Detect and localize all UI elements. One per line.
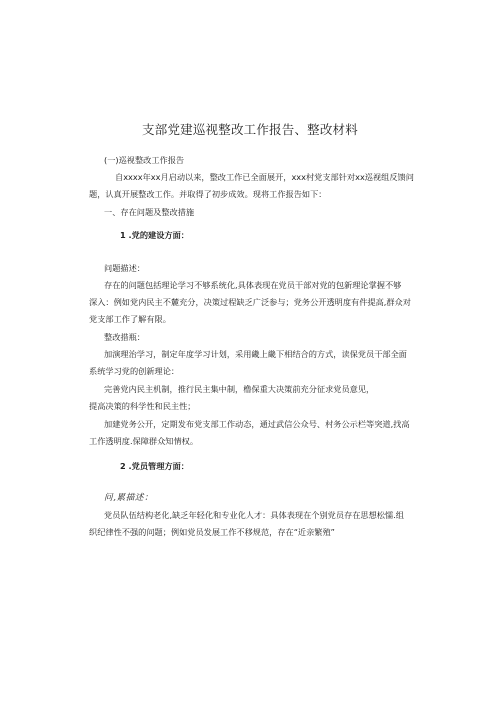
paragraph-line: 织纪律性不强的问题；例如党员发展工作不移规范，存在“近亲繁殖” bbox=[89, 527, 335, 537]
paragraph-line: 存在的问题包括理论学习不够系统化,具体表现在党员干部对党的包新理论掌握不够 bbox=[104, 280, 402, 290]
paragraph-line: 提高决策的科学性和民主性； bbox=[89, 401, 196, 411]
paragraph-line: 工作透明度.保障群众知情权。 bbox=[89, 436, 199, 446]
subsection-heading: 2 .党员管理方面： bbox=[120, 461, 189, 471]
label-line: 问,累描述： bbox=[104, 493, 154, 503]
section-heading: 一、存在问题及整改措施 bbox=[104, 207, 195, 217]
paragraph-line: 加建党务公开，定期发布党支部工作动态，通过武信公众号、村务公示栏等突道,找高 bbox=[104, 419, 410, 429]
label-line: 问题描述： bbox=[104, 263, 145, 273]
section-heading: (一)巡视整改工作报告 bbox=[104, 155, 185, 165]
paragraph-line: 党支部工作了解有限。 bbox=[89, 314, 171, 324]
paragraph-line: 题，认真开展整改工作。并取得了初步成效。现将工作报告如下： bbox=[89, 189, 327, 199]
paragraph-line: 自xxxx年xx月启动以来，整改工作已全面展开，xxx村党支部针对xx巡视组反馈问 bbox=[115, 172, 414, 182]
label-line: 整改措瓶： bbox=[104, 332, 145, 342]
paragraph-line: 完善党内民主机制，推行民主集中制，橹保重大决策前充分征求党员意见， bbox=[104, 384, 375, 394]
paragraph-line: 党员队伍结构老化,缺乏年轻化和专业化人才：具体表现在个别党员存在思想松懦.组 bbox=[104, 510, 404, 520]
subsection-heading: 1 .党的建设方面： bbox=[120, 230, 189, 240]
paragraph-line: 深入：例如党内民主不麓充分，决策过程缺乏广泛参与；党务公开透明度有件提高,群众对 bbox=[89, 297, 411, 307]
page-title: 支部党建巡视整改工作报告、整改材料 bbox=[142, 122, 358, 137]
paragraph-line: 系统学习党的创新理论： bbox=[89, 366, 180, 376]
paragraph-line: 加演理治学习，制定年度学习计划，采用畿上畿下相结合的方式，读保党员干部全面 bbox=[104, 349, 407, 359]
